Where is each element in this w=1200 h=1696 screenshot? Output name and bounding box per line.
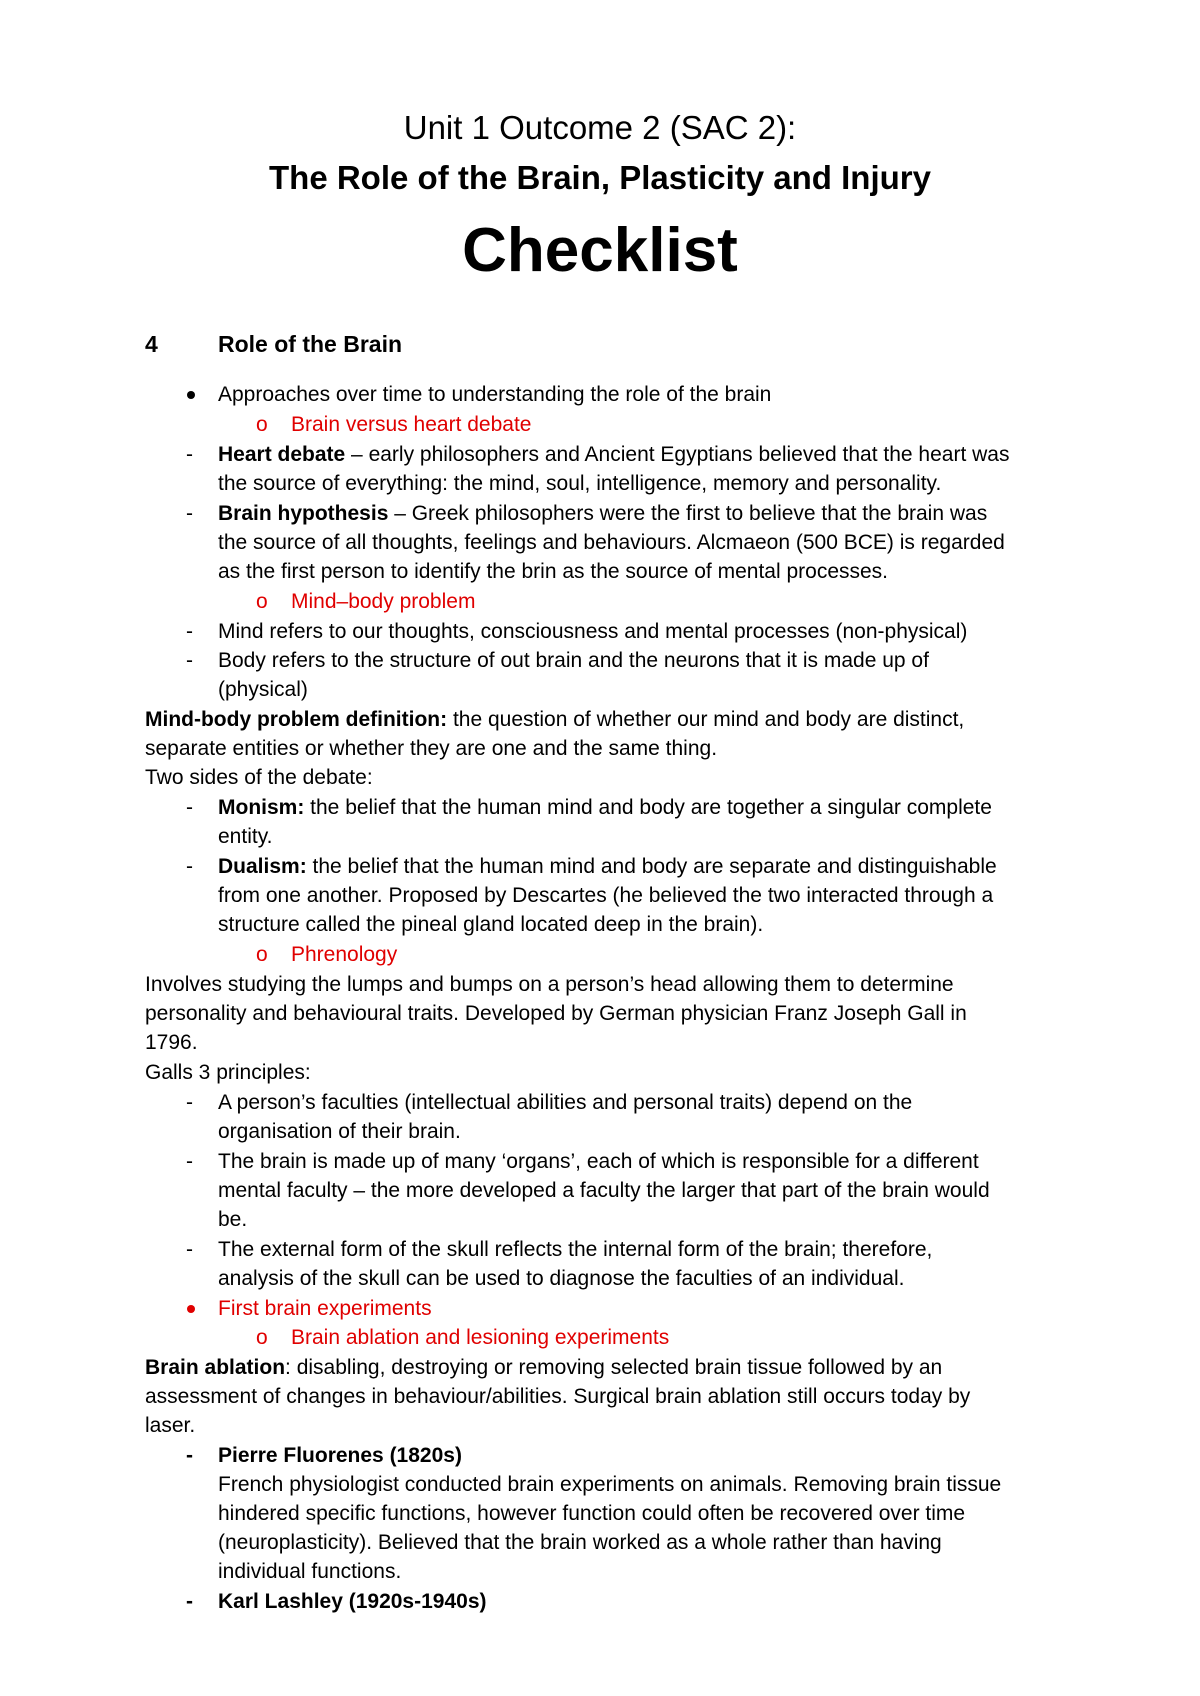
definition-cont: assessment of changes in behaviour/abilities. Surgical brain ablation still occurs today by	[145, 1385, 971, 1408]
heading-unit: Unit 1 Outcome 2 (SAC 2):	[403, 109, 797, 146]
list-item-cont: structure called the pineal gland located deep in the brain).	[218, 913, 764, 936]
bullet-icon	[187, 1305, 195, 1313]
paragraph: Involves studying the lumps and bumps on a person’s head allowing them to determine	[145, 973, 954, 996]
definition-cont: separate entities or whether they are one and the same thing.	[145, 737, 718, 760]
list-item-cont: the source of everything: the mind, soul, intelligence, memory and personality.	[218, 472, 942, 495]
list-item: Monism: the belief that the human mind and body are together a singular complete	[218, 796, 992, 819]
person-heading: Karl Lashley (1920s-1940s)	[218, 1590, 487, 1613]
bullet-icon	[187, 391, 195, 399]
dash-icon: -	[186, 1590, 193, 1613]
list-item: The brain is made up of many ‘organs’, each of which is responsible for a different	[218, 1150, 979, 1173]
subheading: Brain ablation and lesioning experiments	[291, 1326, 670, 1349]
sub-bullet-icon: o	[256, 413, 268, 436]
dash-icon: -	[186, 620, 193, 643]
subheading: Mind–body problem	[291, 590, 476, 613]
dash-icon: -	[186, 502, 193, 525]
section-title: Role of the Brain	[218, 331, 403, 357]
list-item: A person’s faculties (intellectual abilities and personal traits) depend on the	[218, 1091, 913, 1114]
definition: Brain ablation: disabling, destroying or removing selected brain tissue followed by an	[145, 1356, 943, 1379]
list-item-cont: organisation of their brain.	[218, 1120, 461, 1143]
paragraph: individual functions.	[218, 1560, 402, 1583]
list-item: Brain hypothesis – Greek philosophers were the first to believe that the brain was	[218, 502, 988, 525]
dash-icon: -	[186, 443, 193, 466]
person-heading: Pierre Fluorenes (1820s)	[218, 1444, 462, 1467]
bullet-item: Approaches over time to understanding the role of the brain	[218, 383, 772, 406]
dash-icon: -	[186, 1238, 193, 1261]
heading-topic: The Role of the Brain, Plasticity and Injury	[269, 159, 931, 196]
list-item-cont: (physical)	[218, 678, 308, 701]
paragraph: Two sides of the debate:	[145, 766, 373, 789]
definition-cont: laser.	[145, 1414, 196, 1437]
paragraph: 1796.	[145, 1031, 198, 1054]
section-number: 4	[145, 331, 158, 357]
sub-bullet-icon: o	[256, 1326, 268, 1349]
subheading: Brain versus heart debate	[291, 413, 532, 436]
paragraph: personality and behavioural traits. Developed by German physician Franz Joseph Gall in	[145, 1002, 967, 1025]
dash-icon: -	[186, 1444, 193, 1467]
paragraph: (neuroplasticity). Believed that the brain worked as a whole rather than having	[218, 1531, 942, 1554]
list-item: Mind refers to our thoughts, consciousness and mental processes (non-physical)	[218, 620, 968, 643]
dash-icon: -	[186, 1150, 193, 1173]
sub-bullet-icon: o	[256, 943, 268, 966]
list-item-cont: be.	[218, 1208, 248, 1231]
bullet-item: First brain experiments	[218, 1297, 432, 1320]
dash-icon: -	[186, 796, 193, 819]
list-item: Dualism: the belief that the human mind and body are separate and distinguishable	[218, 855, 997, 878]
paragraph: Galls 3 principles:	[145, 1061, 311, 1084]
dash-icon: -	[186, 1091, 193, 1114]
list-item-cont: mental faculty – the more developed a faculty the larger that part of the brain would	[218, 1179, 990, 1202]
subheading: Phrenology	[291, 943, 398, 966]
list-item-cont: the source of all thoughts, feelings and behaviours. Alcmaeon (500 BCE) is regarded	[218, 531, 1005, 554]
list-item-cont: entity.	[218, 825, 273, 848]
heading-checklist: Checklist	[462, 216, 738, 285]
list-item: Heart debate – early philosophers and Ancient Egyptians believed that the heart was	[218, 443, 1010, 466]
list-item-cont: from one another. Proposed by Descartes (he believed the two interacted through a	[218, 884, 994, 907]
definition: Mind-body problem definition: the question of whether our mind and body are distinct,	[145, 708, 965, 731]
dash-icon: -	[186, 649, 193, 672]
list-item: Body refers to the structure of out brain and the neurons that it is made up of	[218, 649, 929, 672]
list-item-cont: as the first person to identify the brin as the source of mental processes.	[218, 560, 889, 583]
list-item: The external form of the skull reflects the internal form of the brain; therefore,	[218, 1238, 933, 1261]
paragraph: hindered specific functions, however function could often be recovered over time	[218, 1502, 966, 1525]
list-item-cont: analysis of the skull can be used to diagnose the faculties of an individual.	[218, 1267, 905, 1290]
sub-bullet-icon: o	[256, 590, 268, 613]
dash-icon: -	[186, 855, 193, 878]
paragraph: French physiologist conducted brain experiments on animals. Removing brain tissue	[218, 1473, 1002, 1496]
